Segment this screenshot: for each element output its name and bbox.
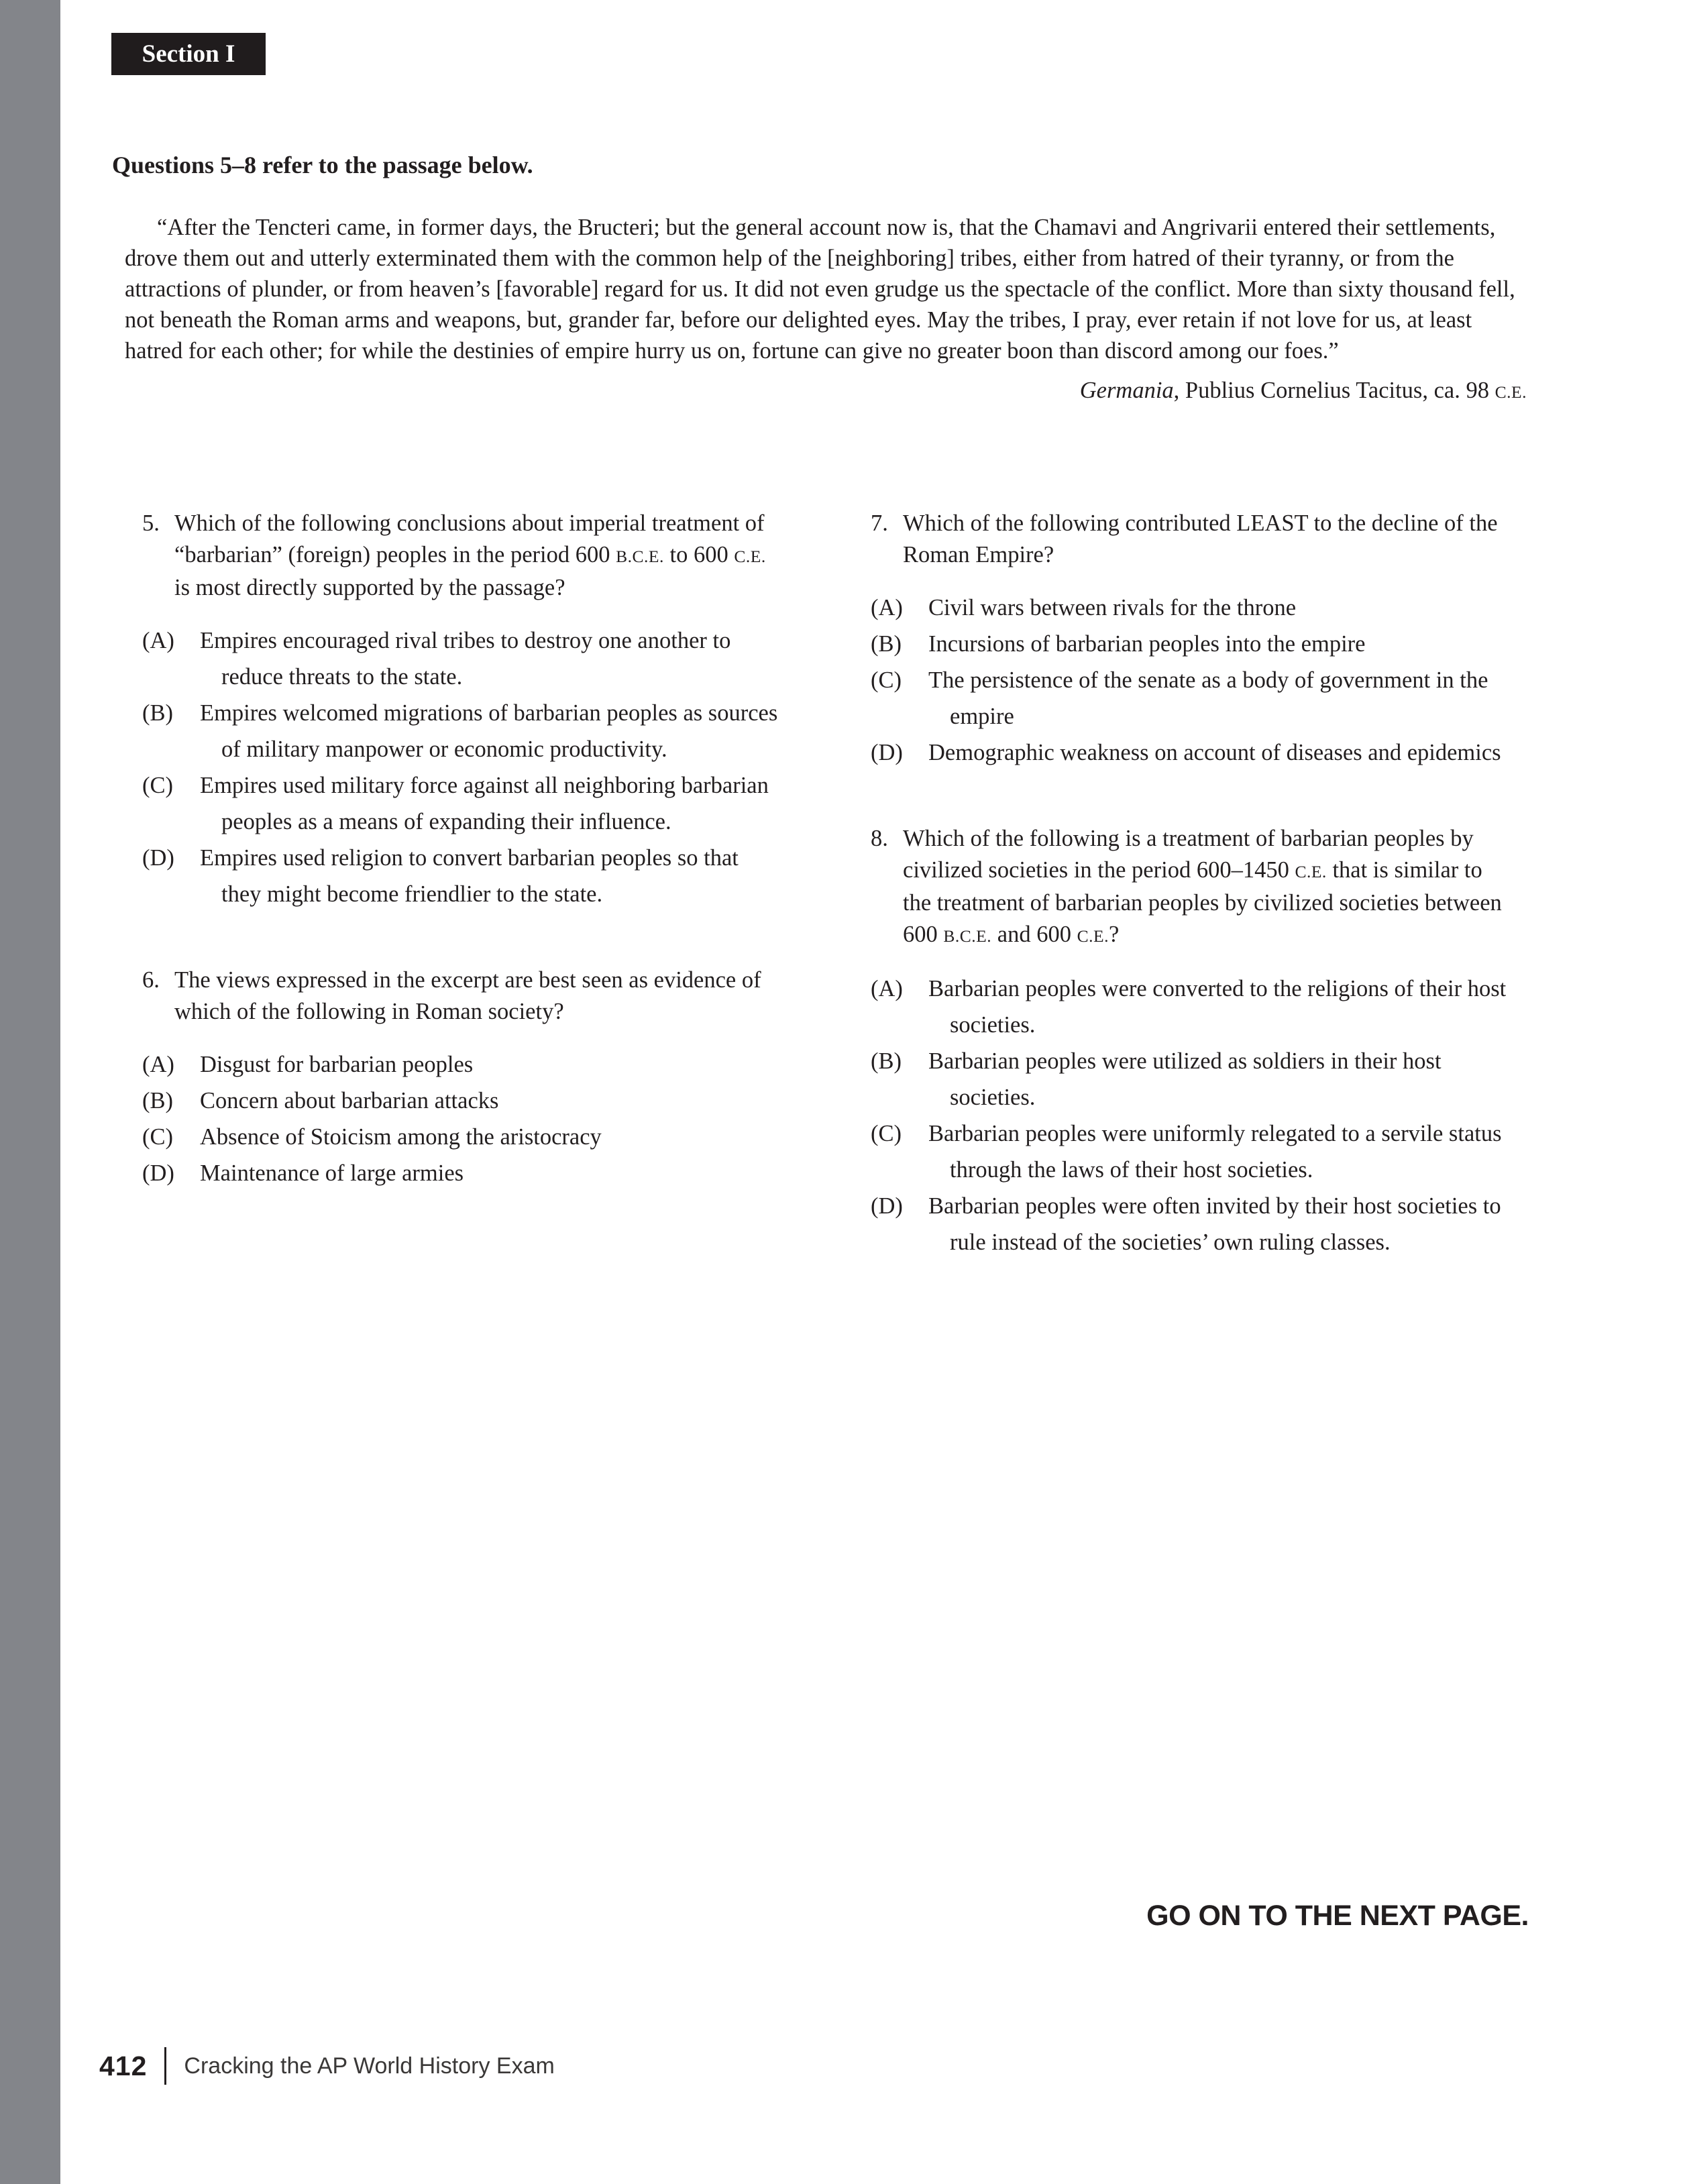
options-list (142, 622, 779, 912)
question-text (142, 508, 779, 604)
question-text (871, 823, 1515, 952)
option-text: Barbarian peoples were uniformly relegated to a servile status through the laws of their host societies. (928, 1121, 1502, 1183)
section-label: Section I (142, 40, 235, 68)
option-text: Barbarian peoples were utilized as soldiers in their host societies. (928, 1048, 1442, 1110)
option-text: Empires welcomed migrations of barbarian peoples as sources of military manpower or economic productivity. (200, 700, 778, 762)
question-stem: Which of the following is a treatment of barbarian peoples by civilized societies in the period 600–1450 C.E. that is similar to the treatment of barbarian peoples by civilized societies between 600 B.C.E. and 600 C.E.? (903, 826, 1502, 947)
option (871, 1115, 1515, 1188)
option-label: (B) (142, 1088, 173, 1113)
option-text: Concern about barbarian attacks (200, 1088, 499, 1113)
left-edge-bar (0, 0, 60, 2184)
question-number: 7. (871, 510, 888, 536)
option-label: (B) (142, 700, 173, 726)
page-content (60, 0, 1683, 1260)
option-text: Barbarian peoples were converted to the religions of their host societies. (928, 976, 1507, 1038)
option-label: (D) (142, 1160, 174, 1186)
page-footer (99, 2047, 555, 2085)
option-label: (A) (142, 1052, 174, 1077)
page-number: 412 (99, 2050, 148, 2081)
source-citation: , Publius Cornelius Tacitus, ca. 98 C.E. (1173, 378, 1527, 403)
option-text: Barbarian peoples were often invited by their host societies to rule instead of the societies’ own ruling classes. (928, 1193, 1501, 1255)
option-text: Empires used religion to convert barbarian peoples so that they might become friendlier to the state. (200, 845, 739, 907)
questions-column-left (142, 508, 779, 1191)
questions-area (142, 508, 1683, 1260)
option-label: (A) (871, 976, 903, 1001)
option-text: Empires encouraged rival tribes to destroy one another to reduce threats to the state. (200, 628, 731, 690)
option-label: (B) (871, 1048, 902, 1074)
footer-divider (164, 2047, 166, 2085)
questions-column-right (871, 508, 1515, 1260)
options-list (871, 971, 1515, 1260)
option (142, 695, 779, 767)
book-title: Cracking the AP World History Exam (184, 2053, 555, 2079)
option (871, 734, 1515, 771)
question-stem: Which of the following conclusions about imperial treatment of “barbarian” (foreign) peoples in the period 600 B.C.E. to 600 C.E. is most directly supported by the passage? (174, 510, 766, 600)
option-label: (C) (142, 1124, 173, 1150)
question-stem: The views expressed in the excerpt are best seen as evidence of which of the following in Roman society? (174, 967, 761, 1024)
option (871, 1043, 1515, 1115)
question-number: 5. (142, 510, 160, 536)
option (871, 1188, 1515, 1260)
question (871, 508, 1515, 771)
option-label: (C) (142, 773, 173, 798)
passage-attribution (125, 376, 1527, 407)
option-label: (D) (871, 740, 903, 765)
options-list (871, 590, 1515, 771)
question-number: 6. (142, 967, 160, 993)
option-label: (A) (142, 628, 174, 653)
option-text: Demographic weakness on account of diseases and epidemics (928, 740, 1501, 765)
option (142, 1046, 779, 1083)
options-list (142, 1046, 779, 1191)
question-number: 8. (871, 826, 888, 851)
option-label: (B) (871, 631, 902, 657)
question (142, 965, 779, 1191)
go-on-notice: GO ON TO THE NEXT PAGE. (1146, 1900, 1529, 1932)
option (142, 1155, 779, 1191)
passage-block (125, 212, 1527, 407)
option (871, 971, 1515, 1043)
option (871, 590, 1515, 626)
question-text (871, 508, 1515, 571)
option (871, 662, 1515, 734)
option (142, 622, 779, 695)
option-label: (C) (871, 667, 902, 693)
option-text: Empires used military force against all neighboring barbarian peoples as a means of expanding their influence. (200, 773, 769, 834)
option-label: (C) (871, 1121, 902, 1146)
option-label: (D) (871, 1193, 903, 1219)
option (142, 840, 779, 912)
question (142, 508, 779, 912)
option-text: Absence of Stoicism among the aristocracy (200, 1124, 602, 1150)
question-text (142, 965, 779, 1028)
option (142, 1083, 779, 1119)
question-stem: Which of the following contributed LEAST to the decline of the Roman Empire? (903, 510, 1498, 567)
option-text: Disgust for barbarian peoples (200, 1052, 474, 1077)
section-header-box (111, 33, 266, 75)
question-group-instructions: Questions 5–8 refer to the passage below. (112, 152, 533, 178)
option-text: Civil wars between rivals for the throne (928, 595, 1297, 620)
question (871, 823, 1515, 1260)
option-text: Maintenance of large armies (200, 1160, 464, 1186)
option-label: (A) (871, 595, 903, 620)
option (142, 767, 779, 840)
option-text: Incursions of barbarian peoples into the empire (928, 631, 1366, 657)
passage-text: “After the Tencteri came, in former days, the Bructeri; but the general account now is, that the Chamavi and Angrivarii entered their settlements, drove them out and utterly exterminated them with the common help of the [neighboring] tribes, either from hatred of their tyranny, or from the attractions of plunder, or from heaven’s [favorable] regard for us. It did not even grudge us the spectacle of the conflict. More than sixty thousand fell, not beneath the Roman arms and weapons, but, grander far, before our delighted eyes. May the tribes, I pray, ever retain if not love for us, at least hatred for each other; for while the destinies of empire hurry us on, fortune can give no greater boon than discord among our foes.” (125, 215, 1515, 364)
source-title: Germania (1079, 378, 1174, 403)
option-text: The persistence of the senate as a body of government in the empire (928, 667, 1488, 729)
option (142, 1119, 779, 1155)
option-label: (D) (142, 845, 174, 871)
option (871, 626, 1515, 662)
